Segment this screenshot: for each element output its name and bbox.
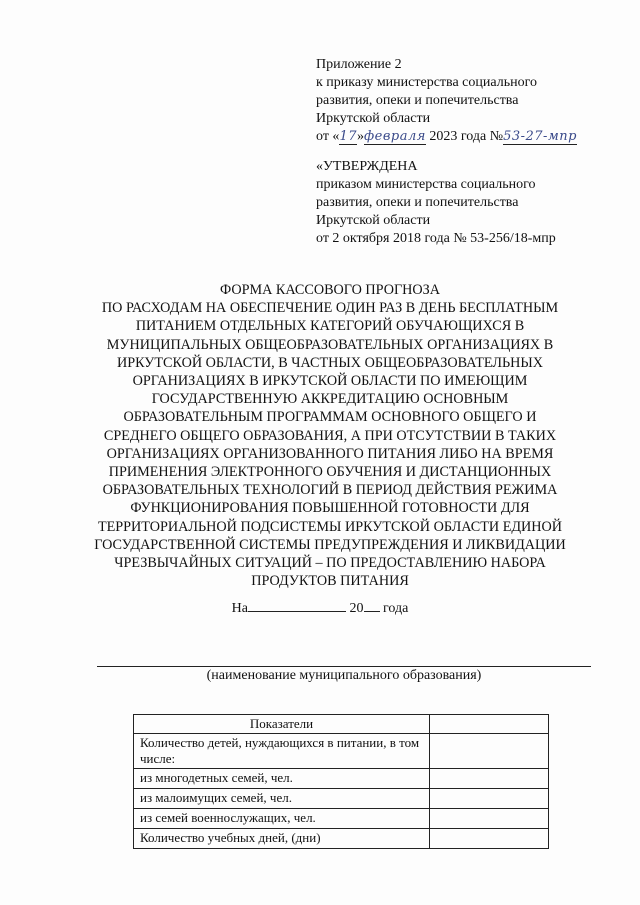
approved-line-4: Иркутской области: [316, 213, 431, 228]
period-prefix: На: [231, 601, 248, 616]
indicators-table: [133, 714, 549, 849]
title-line: ИРКУТСКОЙ ОБЛАСТИ, В ЧАСТНЫХ ОБЩЕОБРАЗОВАТЕЛЬНЫХ: [116, 354, 544, 371]
approved-line-2: приказом министерства социального: [316, 177, 536, 192]
approved-line-3: развития, опеки и попечительства: [316, 195, 519, 210]
handwritten-order-number: 53-27-мпр: [503, 129, 577, 144]
table-header-row: [134, 715, 549, 734]
date-year: 2023 года №: [425, 129, 504, 144]
table-row: [134, 789, 549, 809]
title-line: ТЕРРИТОРИАЛЬНОЙ ПОДСИСТЕМЫ ИРКУТСКОЙ ОБЛАСТИ ЕДИНОЙ: [97, 518, 563, 535]
appendix-line-2: к приказу министерства социального: [316, 75, 537, 90]
title-line: ОБРАЗОВАТЕЛЬНЫМ ПРОГРАММАМ ОСНОВНОГО ОБЩЕГО И: [123, 409, 537, 426]
title-line: ПРИМЕНЕНИЯ ЭЛЕКТРОННОГО ОБУЧЕНИЯ И ДИСТАНЦИОННЫХ: [108, 464, 552, 481]
approved-line-1: «УТВЕРЖДЕНА: [316, 159, 418, 174]
title-line: ЧРЕЗВЫЧАЙНЫХ СИТУАЦИЙ – ПО ПРЕДОСТАВЛЕНИЮ НАБОРА: [114, 555, 546, 572]
period-year-blank[interactable]: [364, 597, 380, 612]
table-row-label: из многодетных семей, чел.: [134, 769, 430, 789]
approved-line-5: от 2 октября 2018 года № 53-256/18-мпр: [316, 231, 556, 246]
period-month-blank[interactable]: [248, 597, 346, 612]
title-line: ОБРАЗОВАТЕЛЬНЫХ ТЕХНОЛОГИЙ В ПЕРИОД ДЕЙСТВИЯ РЕЖИМА: [102, 482, 558, 499]
appendix-header: [316, 56, 616, 146]
approved-header: [316, 158, 616, 248]
title-line: ПО РАСХОДАМ НА ОБЕСПЕЧЕНИЕ ОДИН РАЗ В ДЕНЬ БЕСПЛАТНЫМ: [101, 300, 559, 317]
appendix-line-4: Иркутской области: [316, 111, 431, 126]
table-row: [134, 734, 549, 769]
period-line: [0, 597, 640, 617]
title-line: ПИТАНИЕМ ОТДЕЛЬНЫХ КАТЕГОРИЙ ОБУЧАЮЩИХСЯ В: [135, 318, 525, 335]
form-title: [60, 281, 600, 590]
table-row-label: из семей военнослужащих, чел.: [134, 809, 430, 829]
municipality-caption: (наименование муниципального образования): [206, 668, 482, 683]
appendix-line-3: развития, опеки и попечительства: [316, 93, 519, 108]
table-row-value-cell[interactable]: [430, 829, 549, 849]
municipality-name-line[interactable]: [97, 666, 591, 667]
table-row-label: Количество учебных дней, (дни): [134, 829, 430, 849]
table-row-label: из малоимущих семей, чел.: [134, 789, 430, 809]
table-header-value: [430, 715, 549, 734]
table-row-value-cell[interactable]: [430, 734, 549, 769]
appendix-date-line: [316, 128, 616, 146]
title-line: СРЕДНЕГО ОБЩЕГО ОБРАЗОВАНИЯ, А ПРИ ОТСУТСТВИИ В ТАКИХ: [103, 427, 557, 444]
title-line: ПРОДУКТОВ ПИТАНИЯ: [251, 573, 409, 590]
title-line: ФОРМА КАССОВОГО ПРОГНОЗА: [219, 282, 441, 298]
title-line: МУНИЦИПАЛЬНЫХ ОБЩЕОБРАЗОВАТЕЛЬНЫХ ОРГАНИЗАЦИЯХ В: [106, 336, 554, 353]
title-line: ОРГАНИЗАЦИЯХ В ИРКУТСКОЙ ОБЛАСТИ ПО ИМЕЮЩИМ: [132, 373, 528, 390]
title-line: ФУНКЦИОНИРОВАНИЯ ПОВЫШЕННОЙ ГОТОВНОСТИ ДЛЯ: [130, 500, 530, 517]
title-line: ОРГАНИЗАЦИЯХ ОРГАНИЗОВАННОГО ПИТАНИЯ ЛИБО НА ВРЕМЯ: [106, 445, 554, 462]
date-mid: »: [356, 129, 364, 144]
table-row-value-cell[interactable]: [430, 789, 549, 809]
table-row: [134, 829, 549, 849]
handwritten-day: 17: [339, 129, 357, 144]
handwritten-month: февраля: [363, 129, 426, 144]
table-row: [134, 769, 549, 789]
table-row-value-cell[interactable]: [430, 769, 549, 789]
date-prefix: от «: [316, 129, 340, 144]
title-line: ГОСУДАРСТВЕННУЮ АККРЕДИТАЦИЮ ОСНОВНЫМ: [151, 391, 509, 408]
table-row-label: Количество детей, нуждающихся в питании, в том числе:: [134, 734, 430, 769]
table-header-indicators: Показатели: [134, 715, 430, 734]
title-line: ГОСУДАРСТВЕННОЙ СИСТЕМЫ ПРЕДУПРЕЖДЕНИЯ И ЛИКВИДАЦИИ: [94, 536, 566, 553]
table-row: [134, 809, 549, 829]
table-row-value-cell[interactable]: [430, 809, 549, 829]
period-middle: 20: [346, 601, 364, 616]
period-suffix: года: [379, 601, 409, 616]
appendix-line-1: Приложение 2: [316, 57, 402, 72]
